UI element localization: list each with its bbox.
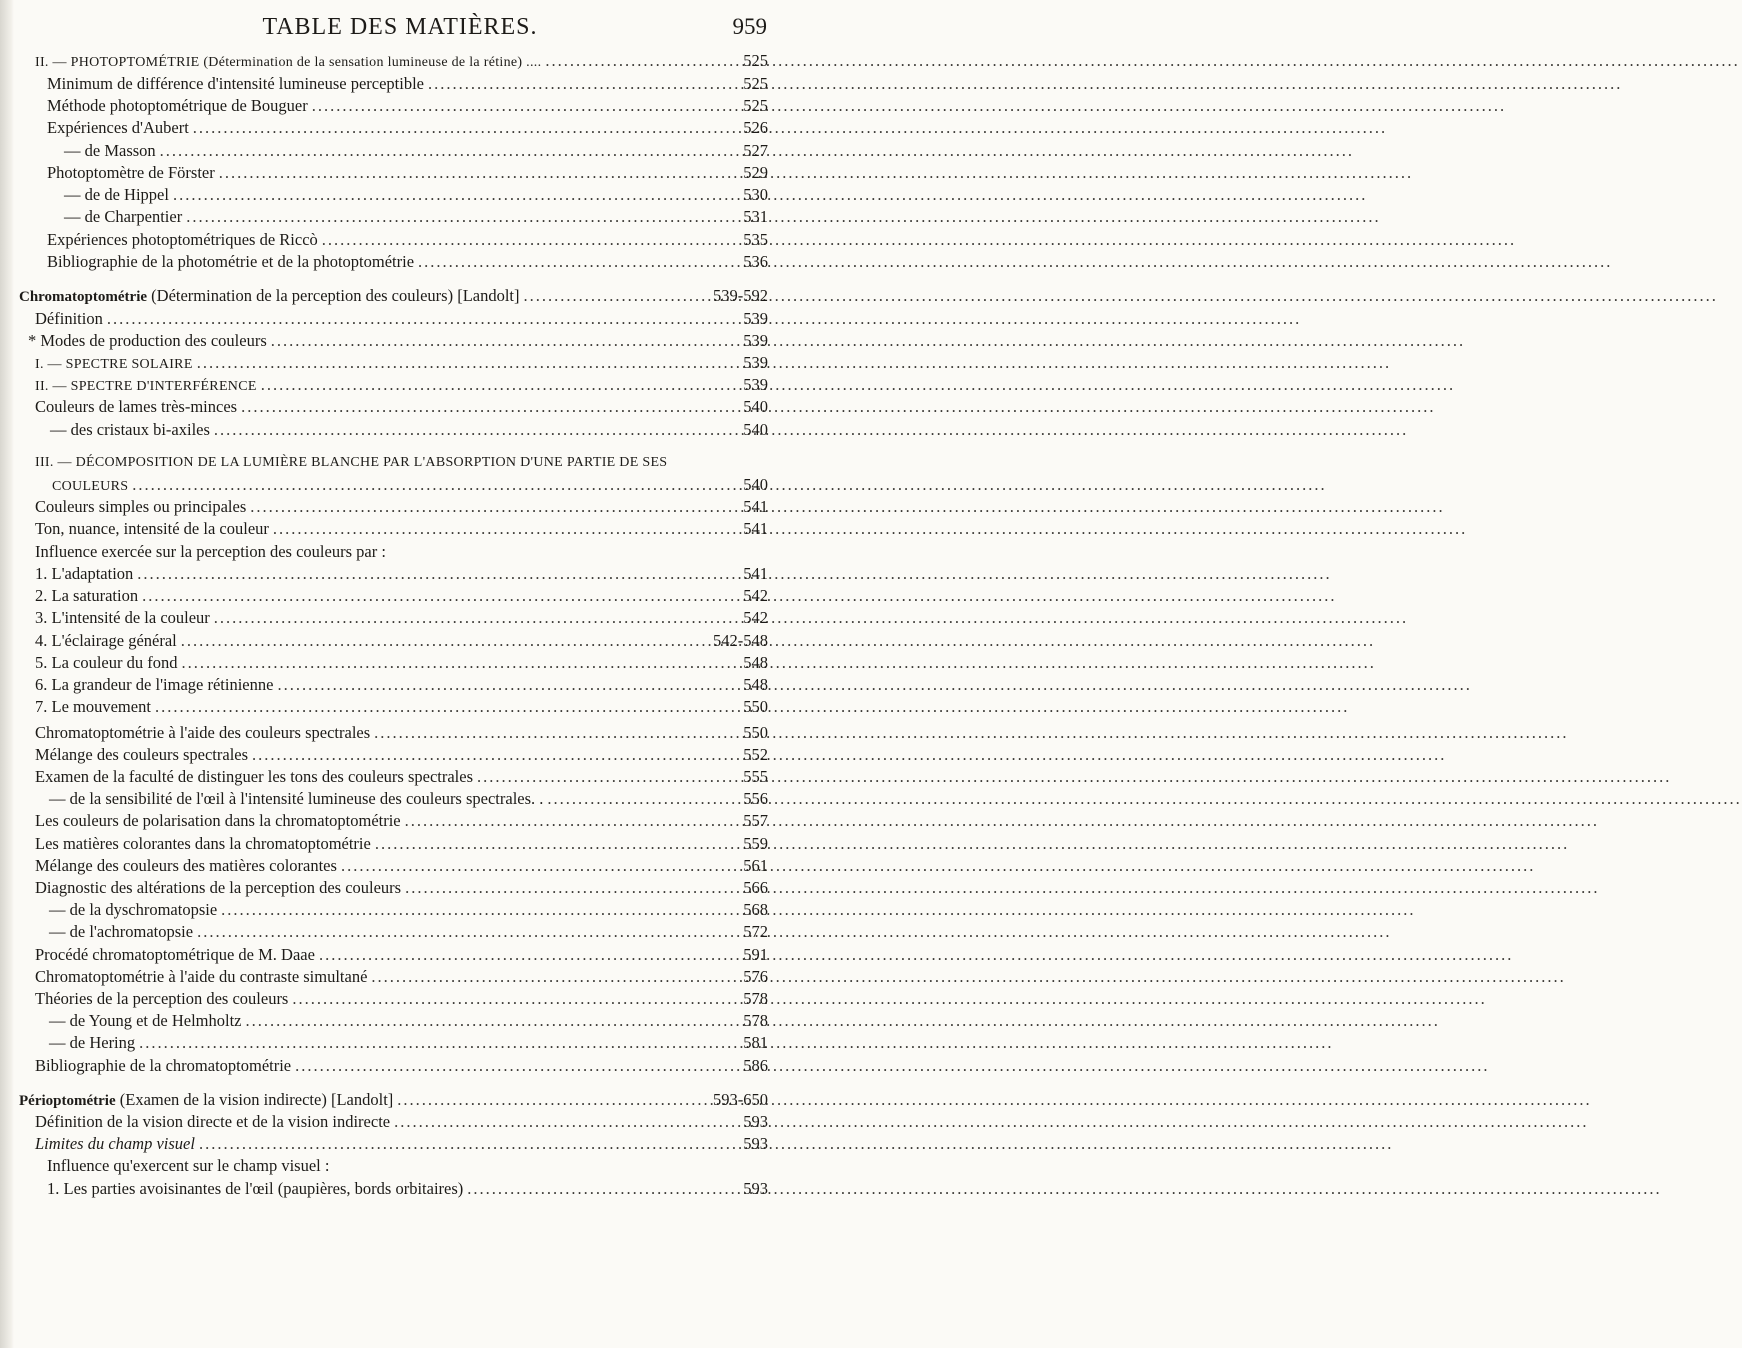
toc-entry: [35, 308, 768, 330]
toc-entry-label: [35, 630, 177, 652]
toc-page-number: 530: [743, 185, 768, 204]
toc-entry-label: [35, 496, 246, 518]
toc-entry-text: Couleurs simples ou principales: [35, 497, 247, 516]
toc-entry-text: Influence qu'exercent sur le champ visuel :: [47, 1156, 330, 1175]
toc-section-heading: Périoptométrie: [19, 1093, 116, 1109]
dot-leader: [322, 229, 739, 251]
dot-leader: [245, 1010, 739, 1032]
toc-entry-text: — des cristaux bi-axiles: [50, 420, 210, 439]
dot-leader: [160, 140, 740, 162]
dot-leader: [428, 73, 739, 95]
toc-page-number: 525: [743, 96, 768, 115]
toc-entry: [35, 674, 768, 696]
toc-page-number: 572: [743, 922, 768, 941]
toc-entry-label: [35, 1111, 390, 1133]
toc-entry-text: Influence exercée sur la perception des couleurs par :: [35, 542, 386, 561]
dot-leader: [295, 1055, 739, 1077]
toc-entry-text: Bibliographie de la chromatoptométrie: [35, 1056, 292, 1075]
toc-entry-label: [47, 95, 308, 117]
toc-entry: [35, 877, 768, 899]
toc-entry: [52, 474, 768, 496]
page-header: [0, 14, 800, 46]
dot-leader: [219, 162, 740, 184]
toc-entry: [47, 229, 768, 251]
toc-entry: [35, 1055, 768, 1077]
toc-entry: [49, 921, 768, 943]
toc-entry: [35, 518, 768, 540]
toc-page-number: 541: [743, 497, 768, 516]
dot-leader: [155, 696, 739, 718]
toc-page-number: 539: [743, 331, 768, 350]
toc-page-number: 548: [743, 653, 768, 672]
toc-entry-label: [35, 652, 178, 674]
page-title: TABLE DES MATIÈRES.: [262, 14, 538, 40]
toc-entry: [49, 1032, 768, 1054]
toc-entry-text: Définition: [35, 309, 103, 328]
toc-entry-text: Méthode photoptométrique de Bouguer: [47, 96, 308, 115]
toc-entry-text: 1. L'adaptation: [35, 564, 134, 583]
toc-page-number: 539-592: [713, 286, 768, 305]
dot-leader: [197, 921, 739, 943]
toc-page-number: 552: [743, 745, 768, 764]
toc-entry-label: [64, 140, 156, 162]
dot-leader: [132, 474, 739, 496]
toc-page-number: 527: [743, 141, 768, 160]
toc-entry-text: Expériences photoptométriques de Riccò: [47, 230, 318, 249]
toc-page-number: 540: [743, 420, 768, 439]
dot-leader: [277, 674, 739, 696]
dot-leader: [341, 855, 739, 877]
toc-page-number: 561: [743, 856, 768, 875]
toc-page-number: 550: [743, 697, 768, 716]
toc-entry-label: [35, 585, 138, 607]
toc-entry-label: [35, 696, 151, 718]
toc-entry-text: Expériences d'Aubert: [47, 118, 189, 137]
dot-leader: [394, 1111, 739, 1133]
toc-entry-text: Mélange des couleurs des matières colorantes: [35, 856, 337, 875]
toc-entry-label: [35, 354, 193, 376]
toc-entry-text: — de de Hippel: [64, 185, 169, 204]
dot-leader: [477, 766, 739, 788]
toc-entry-label: [35, 1055, 291, 1077]
toc-entry-label: [47, 162, 215, 184]
toc-entry: [35, 722, 768, 744]
toc-entry-label: [35, 722, 370, 744]
dot-leader: [273, 518, 739, 540]
toc-entry-text: Diagnostic des altérations de la perception des couleurs: [35, 878, 402, 897]
toc-entry-label: [49, 899, 217, 921]
toc-page-number: 556: [743, 789, 768, 808]
dot-leader: [214, 419, 739, 441]
toc-entry: [35, 452, 768, 474]
toc-entry: [47, 1178, 768, 1200]
toc-entry-text: Minimum de différence d'intensité lumineuse perceptible: [47, 74, 425, 93]
toc-page-number: 539: [743, 309, 768, 328]
toc-entry-label: [28, 330, 267, 352]
toc-entry-label: [47, 1155, 329, 1177]
toc-entry-text: — de l'achromatopsie: [49, 922, 194, 941]
toc-entry-label: [50, 419, 210, 441]
dot-leader: [371, 966, 739, 988]
toc-entry-text: Chromatoptométrie à l'aide des couleurs spectrales: [35, 723, 371, 742]
toc-entry: [35, 944, 768, 966]
toc-page-number: 593-650: [713, 1090, 768, 1109]
toc-entry-label: [49, 1032, 135, 1054]
toc-entry: [47, 162, 768, 184]
toc-page-number: 593: [743, 1134, 768, 1153]
dot-leader: [467, 1178, 739, 1200]
toc-entry: [35, 563, 768, 585]
toc-page-number: 542-548: [713, 631, 768, 650]
toc-page-number: 535: [743, 230, 768, 249]
dot-leader: [250, 496, 739, 518]
toc-entry-label: [64, 184, 169, 206]
toc-entry: [47, 117, 768, 139]
toc-entry: [35, 630, 768, 652]
toc-entry-label: [35, 518, 269, 540]
dot-leader: [142, 585, 739, 607]
toc-page-number: 568: [743, 900, 768, 919]
toc-entry-label: [35, 452, 667, 474]
toc-page-number: 531: [743, 207, 768, 226]
toc-entry: [35, 833, 768, 855]
toc-entry-text: 1. Les parties avoisinantes de l'œil (paupières, bords orbitaires): [47, 1179, 464, 1198]
toc-entry-label: [35, 988, 288, 1010]
toc-entry-text: 7. Le mouvement: [35, 697, 151, 716]
toc-entry: [47, 251, 768, 273]
toc-entry-label: [52, 476, 128, 498]
toc-page-number: 541: [743, 564, 768, 583]
dot-leader: [252, 744, 739, 766]
toc-entry-label: [19, 1089, 393, 1112]
toc-entry-label: [35, 855, 337, 877]
toc-entry: [47, 73, 768, 95]
toc-page-number: 578: [743, 1011, 768, 1030]
toc-entry-text: Les couleurs de polarisation dans la chromatoptométrie: [35, 811, 401, 830]
toc-entry: [49, 788, 768, 810]
toc-entry-text: — de Charpentier: [64, 207, 183, 226]
toc-entry: [35, 766, 768, 788]
toc-page-number: 576: [743, 967, 768, 986]
toc-entry-label: [47, 229, 318, 251]
toc-page-number: 593: [743, 1179, 768, 1198]
toc-entry: [35, 352, 768, 374]
toc-page-number: 591: [743, 945, 768, 964]
dot-leader: [173, 184, 739, 206]
dot-leader: [405, 810, 740, 832]
toc-entry-text: — de la sensibilité de l'œil à l'intensité lumineuse des couleurs spectrales. .: [49, 789, 544, 808]
toc-entry-text: Examen de la faculté de distinguer les tons des couleurs spectrales: [35, 767, 474, 786]
toc-entry-text: II. — SPECTRE D'INTERFÉRENCE: [35, 379, 257, 394]
toc-entry-text: — de Young et de Helmholtz: [49, 1011, 242, 1030]
toc-entry-label: [35, 396, 237, 418]
toc-entry: [35, 810, 768, 832]
toc-page-number: 548: [743, 675, 768, 694]
dot-leader: [199, 1133, 739, 1155]
toc-entry: [64, 140, 768, 162]
toc-entry-text: — de Hering: [49, 1033, 136, 1052]
dot-leader: [221, 899, 739, 921]
dot-leader: [292, 988, 739, 1010]
toc-entry-label: [35, 607, 210, 629]
dot-leader: [524, 285, 709, 307]
toc-entry: [35, 1133, 768, 1155]
dot-leader: [319, 944, 739, 966]
dot-leader: [197, 352, 740, 374]
toc-page-number: 542: [743, 586, 768, 605]
dot-leader: [261, 374, 740, 396]
dot-leader: [312, 95, 740, 117]
toc-entry-text: 5. La couleur du fond: [35, 653, 178, 672]
toc-entry: [47, 95, 768, 117]
dot-leader: [182, 652, 740, 674]
toc-page-number: 542: [743, 608, 768, 627]
toc-entry-text: * Modes de production des couleurs: [28, 331, 267, 350]
toc-entry-label: [47, 117, 189, 139]
toc-entry-text: Mélange des couleurs spectrales: [35, 745, 249, 764]
dot-leader: [181, 630, 709, 652]
toc-entry: [35, 374, 768, 396]
toc-entry-label: [35, 376, 257, 398]
toc-entry-text: 3. L'intensité de la couleur: [35, 608, 210, 627]
toc-entry-text: COULEURS: [52, 479, 129, 494]
toc-entry-label: [35, 744, 248, 766]
toc-entry: [64, 206, 768, 228]
toc-entry-label: [47, 73, 424, 95]
toc-entry-text: III. — DÉCOMPOSITION DE LA LUMIÈRE BLANCHE PAR L'ABSORPTION D'UNE PARTIE DE SES: [35, 455, 668, 470]
toc-entry: [35, 396, 768, 418]
toc-entry-label: [47, 1178, 463, 1200]
toc-entry-text: — de la dyschromatopsie: [49, 900, 218, 919]
toc-page-number: 539: [743, 353, 768, 372]
toc-entry: [35, 50, 768, 72]
toc-entry: [35, 1111, 768, 1133]
toc-entry: [19, 1089, 768, 1111]
toc-page-number: 555: [743, 767, 768, 786]
dot-leader: [375, 833, 739, 855]
dot-leader: [545, 50, 739, 72]
toc-page-number: 541: [743, 519, 768, 538]
toc-entry-label: [19, 285, 520, 308]
toc-entry-label: [35, 674, 273, 696]
toc-page-number: 586: [743, 1056, 768, 1075]
toc-entry: [47, 1155, 768, 1177]
toc-entry-text: — de Masson: [64, 141, 156, 160]
toc-page-number: 550: [743, 723, 768, 742]
toc-entry-label: [35, 966, 367, 988]
toc-entry-label: [35, 833, 371, 855]
toc-entry-text: Couleurs de lames très-minces: [35, 397, 238, 416]
toc-entry: [35, 966, 768, 988]
toc-entry-text: Photoptomètre de Förster: [47, 163, 215, 182]
toc-page-number: 581: [743, 1033, 768, 1052]
toc-entry-text: 2. La saturation: [35, 586, 139, 605]
dot-leader: [186, 206, 739, 228]
toc-entry: [35, 496, 768, 518]
dot-leader: [214, 607, 739, 629]
toc-entry-label: [35, 541, 386, 563]
toc-entry: [35, 541, 768, 563]
toc-entry-text: Les matières colorantes dans la chromatoptométrie: [35, 834, 371, 853]
toc-entry: [35, 855, 768, 877]
toc-entry-text: Théories de la perception des couleurs: [35, 989, 289, 1008]
dot-leader: [547, 788, 739, 810]
toc-entry-text: 6. La grandeur de l'image rétinienne: [35, 675, 274, 694]
dot-leader: [139, 1032, 739, 1054]
toc-page-number: 566: [743, 878, 768, 897]
toc-entry-label: [35, 52, 541, 74]
toc-page-number: 540: [743, 475, 768, 494]
toc-page-number: 526: [743, 118, 768, 137]
toc-entry-label: [35, 766, 473, 788]
page-edge-shadow: [0, 0, 14, 1348]
toc-section-heading: Chromatoptométrie: [19, 289, 148, 305]
toc-entry-label: [35, 877, 401, 899]
toc-entry-text: II. — PHOTOPTOMÉTRIE (Détermination de la sensation lumineuse de la rétine) ....: [35, 55, 542, 70]
toc-page-number: 540: [743, 397, 768, 416]
toc-entry-label: [49, 921, 193, 943]
toc-entry-text: Bibliographie de la photométrie et de la photoptométrie: [47, 252, 415, 271]
toc-entry: [49, 1010, 768, 1032]
page-number: 959: [732, 14, 767, 39]
toc-entry: [35, 585, 768, 607]
toc-entry-text: (Examen de la vision indirecte) [Landolt]: [115, 1090, 394, 1109]
toc-entry-label: [49, 1010, 241, 1032]
dot-leader: [241, 396, 739, 418]
toc-entry-label: [64, 206, 182, 228]
toc-entry-text: Définition de la vision directe et de la vision indirecte: [35, 1112, 391, 1131]
toc-entry-text: 4. L'éclairage général: [35, 631, 177, 650]
dot-leader: [137, 563, 739, 585]
toc-entry-label: [35, 810, 401, 832]
dot-leader: [418, 251, 739, 273]
toc-page-number: 593: [743, 1112, 768, 1131]
toc-entry: [19, 285, 768, 307]
toc-page-number: 539: [743, 375, 768, 394]
toc-page-number: 525: [743, 51, 768, 70]
dot-leader: [405, 877, 739, 899]
toc-entry: [35, 744, 768, 766]
dot-leader: [397, 1089, 709, 1111]
toc-entry-text: Chromatoptométrie à l'aide du contraste simultané: [35, 967, 368, 986]
toc-entry-text: Ton, nuance, intensité de la couleur: [35, 519, 269, 538]
toc-page-number: 536: [743, 252, 768, 271]
toc-entry: [64, 184, 768, 206]
toc-entry-label: [35, 563, 133, 585]
dot-leader: [107, 308, 739, 330]
toc-entry-label: [35, 308, 103, 330]
toc-entry: [35, 988, 768, 1010]
toc-entry-text: I. — SPECTRE SOLAIRE: [35, 357, 193, 372]
toc-page-number: 559: [743, 834, 768, 853]
toc-entry: [28, 330, 768, 352]
toc-entry: [50, 419, 768, 441]
toc-entry: [35, 696, 768, 718]
toc-entry-text: Procédé chromatoptométrique de M. Daae: [35, 945, 315, 964]
toc-entry: [35, 607, 768, 629]
toc-entry-label: [47, 251, 414, 273]
toc-entry-text: Limites du champ visuel: [35, 1134, 195, 1153]
toc-entry: [49, 899, 768, 921]
toc-entry-label: [35, 1133, 195, 1155]
dot-leader: [374, 722, 739, 744]
toc-page-number: 578: [743, 989, 768, 1008]
toc-page-number: 529: [743, 163, 768, 182]
dot-leader: [193, 117, 739, 139]
dot-leader: [271, 330, 740, 352]
toc-page-number: 525: [743, 74, 768, 93]
toc-entry-label: [49, 788, 543, 810]
toc-entry-text: (Détermination de la perception des couleurs) [Landolt]: [147, 286, 520, 305]
toc-page-number: 557: [743, 811, 768, 830]
toc-entry: [35, 652, 768, 674]
toc-entry-label: [35, 944, 315, 966]
